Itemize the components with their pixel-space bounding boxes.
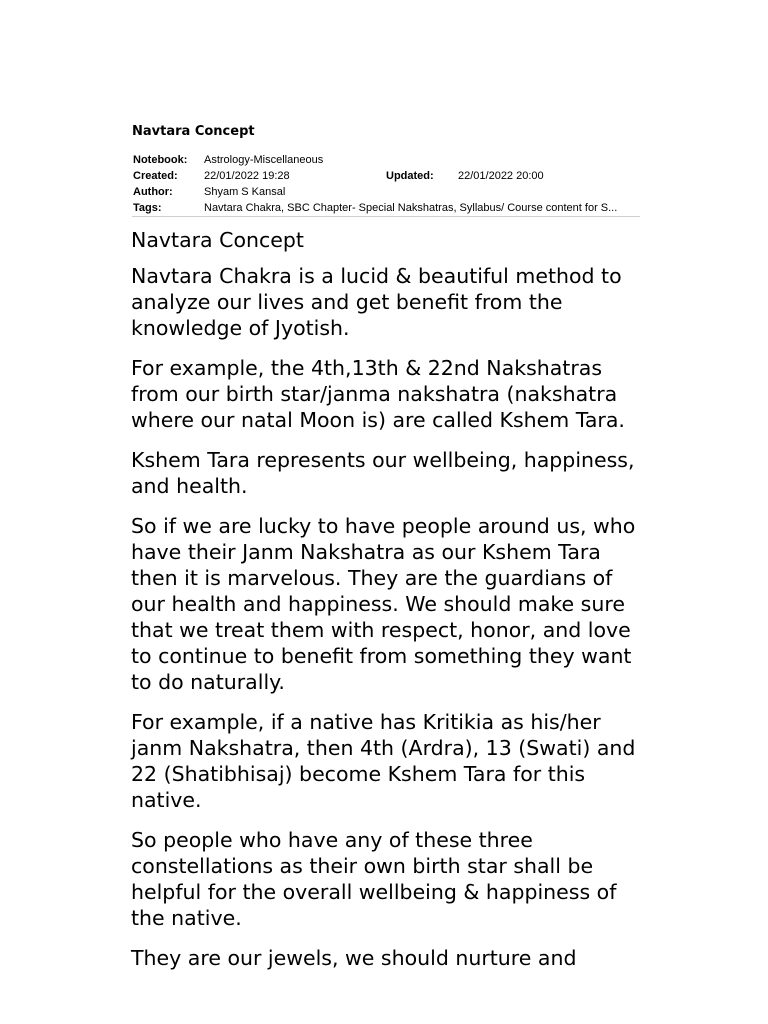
tags-label: Tags: bbox=[133, 202, 162, 214]
note-metadata bbox=[132, 152, 640, 217]
updated-value: 22/01/2022 20:00 bbox=[458, 170, 544, 182]
body-heading: Navtara Concept bbox=[131, 228, 304, 252]
tags-value: Navtara Chakra, SBC Chapter- Special Nakshatras, Syllabus/ Course content for S... bbox=[204, 202, 618, 214]
body-paragraph: They are our jewels, we should nurture and bbox=[131, 946, 577, 970]
created-row bbox=[132, 168, 640, 184]
created-label: Created: bbox=[133, 170, 178, 182]
tags-row bbox=[132, 200, 640, 217]
body-paragraph: Navtara Chakra is a lucid & beautiful method to analyze our lives and get benefit from the knowledge of Jyotish. bbox=[131, 264, 622, 340]
author-row bbox=[132, 184, 640, 200]
body-paragraph: So people who have any of these three constellations as their own birth star shall be helpful for the overall wellbeing & happiness of the native. bbox=[131, 828, 617, 930]
notebook-label: Notebook: bbox=[133, 154, 188, 166]
note-body bbox=[131, 227, 651, 985]
body-paragraph: For example, the 4th,13th & 22nd Nakshatras from our birth star/janma nakshatra (nakshatra where our natal Moon is) are called Kshem Tara. bbox=[131, 356, 625, 432]
body-paragraph: For example, if a native has Kritikia as his/her janm Nakshatra, then 4th (Ardra), 13 (Swati) and 22 (Shatibhisaj) become Kshem Tara for this native. bbox=[131, 710, 636, 812]
body-paragraph: So if we are lucky to have people around us, who have their Janm Nakshatra as our Kshem Tara then it is marvelous. They are the guardians of our health and happiness. We should make sure that we treat them with respect, honor, and love to continue to benefit from something they want to do naturally. bbox=[131, 514, 636, 694]
notebook-value: Astrology-Miscellaneous bbox=[204, 154, 324, 166]
body-paragraph: Kshem Tara represents our wellbeing, happiness, and health. bbox=[131, 448, 635, 498]
updated-label: Updated: bbox=[386, 170, 434, 182]
author-label: Author: bbox=[133, 186, 173, 198]
notebook-row bbox=[132, 152, 640, 168]
created-value: 22/01/2022 19:28 bbox=[204, 170, 290, 182]
author-value: Shyam S Kansal bbox=[204, 186, 286, 198]
note-title: Navtara Concept bbox=[132, 124, 255, 139]
